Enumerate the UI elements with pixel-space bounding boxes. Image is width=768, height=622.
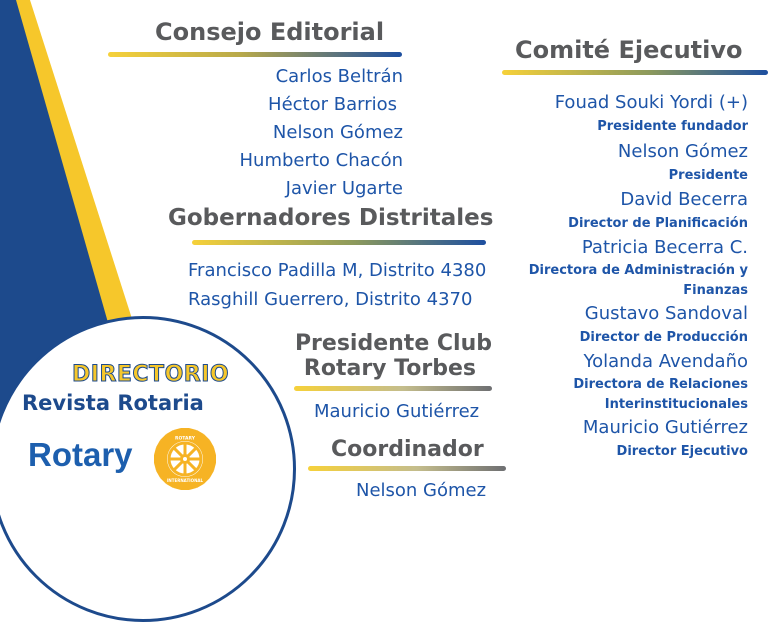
- presidente-club-title-line2: Rotary Torbes: [303, 356, 476, 381]
- consejo-name: Héctor Barrios: [268, 94, 397, 115]
- comite-member-name: Yolanda Avendaño: [583, 351, 748, 372]
- comite-member-name: Patricia Becerra C.: [581, 237, 748, 258]
- comite-member-name: Nelson Gómez: [617, 141, 748, 162]
- comite-member-role: Director Ejecutivo: [616, 444, 748, 459]
- presidente-club-name: Mauricio Gutiérrez: [314, 401, 480, 422]
- directorio-title: DIRECTORIO: [72, 362, 230, 387]
- comite-member-role-cont: Interinstitucionales: [604, 397, 748, 412]
- comite-underline: [502, 70, 768, 75]
- gobernadores-names: [188, 256, 486, 314]
- wheel-text-top: ROTARY: [175, 436, 195, 442]
- consejo-names: [180, 63, 403, 203]
- comite-list: [500, 91, 748, 463]
- rotary-logo: [28, 428, 228, 488]
- consejo-name: Humberto Chacón: [239, 150, 403, 171]
- coordinador-underline: [308, 466, 506, 471]
- consejo-underline: [108, 52, 402, 57]
- rotary-logo-text: Rotary: [28, 436, 133, 473]
- comite-title: Comité Ejecutivo: [515, 36, 743, 64]
- comite-member-name: Gustavo Sandoval: [584, 303, 748, 324]
- gobernador-name: Francisco Padilla M, Distrito 4380: [188, 260, 487, 281]
- consejo-name: Nelson Gómez: [272, 122, 403, 143]
- presidente-club-title: [270, 331, 492, 381]
- comite-member-name: Fouad Souki Yordi (+): [554, 92, 748, 113]
- comite-member-role: Director de Producción: [579, 330, 748, 345]
- consejo-name: Carlos Beltrán: [275, 66, 403, 87]
- directorio-subtitle: Revista Rotaria: [22, 391, 204, 415]
- comite-member-name: Mauricio Gutiérrez: [582, 417, 748, 438]
- comite-member-name: David Becerra: [620, 189, 748, 210]
- wheel-text-bottom: INTERNATIONAL: [166, 478, 204, 483]
- consejo-title: Consejo Editorial: [155, 18, 385, 46]
- coordinador-title: Coordinador: [331, 437, 484, 462]
- rotary-wheel-icon: [154, 428, 216, 490]
- gobernadores-underline: [192, 240, 486, 245]
- comite-member-role: Director de Planificación: [568, 216, 748, 231]
- comite-member-role: Directora de Relaciones: [573, 377, 748, 392]
- presidente-club-title-line1: Presidente Club: [294, 331, 492, 356]
- comite-member-role: Directora de Administración y: [528, 263, 748, 278]
- comite-member-role-cont: Finanzas: [683, 283, 748, 298]
- gobernador-name: Rasghill Guerrero, Distrito 4370: [188, 289, 473, 310]
- coordinador-name: Nelson Gómez: [356, 480, 487, 501]
- presidente-club-underline: [294, 386, 492, 391]
- consejo-name: Javier Ugarte: [285, 178, 403, 199]
- comite-member-role: Presidente: [668, 168, 748, 183]
- comite-member-role: Presidente fundador: [597, 119, 748, 134]
- gobernadores-title: Gobernadores Distritales: [168, 205, 494, 231]
